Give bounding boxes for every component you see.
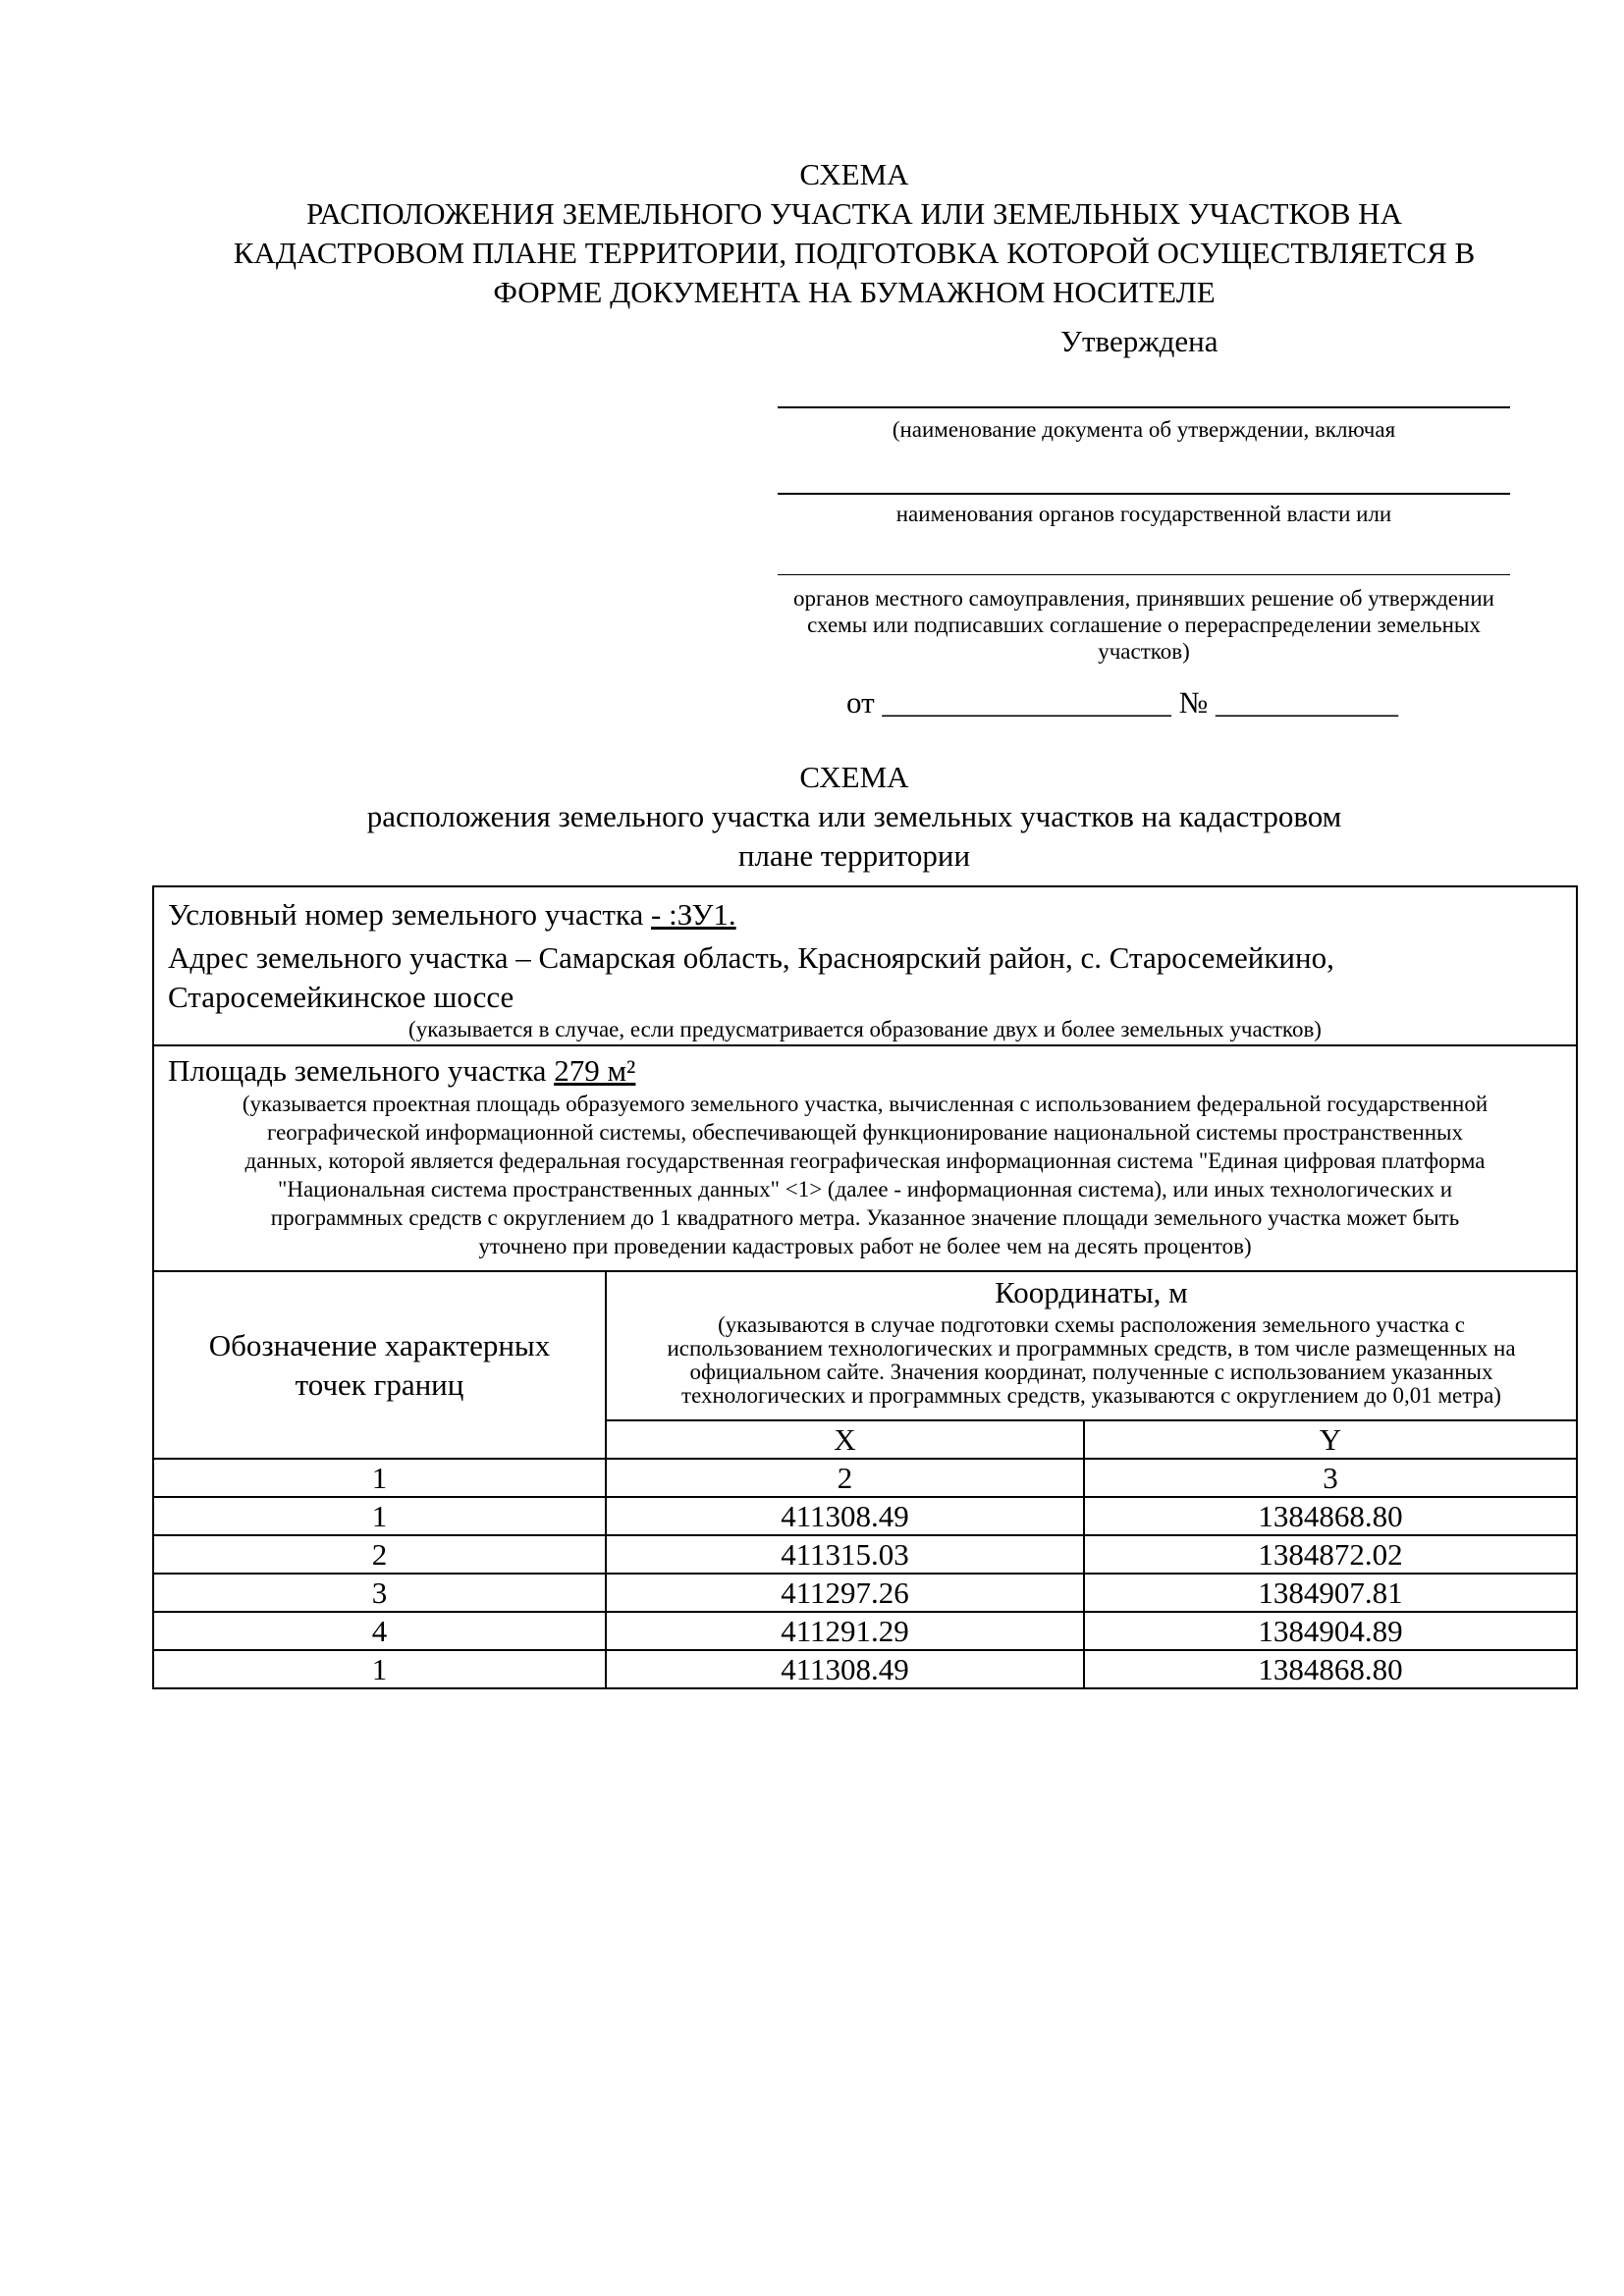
point-cell: 4: [153, 1612, 606, 1650]
table-row: [153, 1535, 1577, 1574]
parcel-area-label: Площадь земельного участка: [168, 1053, 547, 1088]
column-number-row: [153, 1459, 1577, 1497]
header-line: КАДАСТРОВОМ ПЛАНЕ ТЕРРИТОРИИ, ПОДГОТОВКА КОТОРОЙ ОСУЩЕСТВЛЯЕТСЯ В: [233, 236, 1476, 270]
area-note-line: программных средств с округлением до 1 квадратного метра. Указанное значение площади земельного участка может быть: [270, 1205, 1460, 1230]
scheme-title-line: СХЕМА: [799, 760, 909, 794]
parcel-area: [168, 1052, 1562, 1090]
scheme-title: [0, 758, 1624, 876]
area-note-line: географической информационной системы, обеспечивающей функционирование национальной системы пространственных: [266, 1120, 1464, 1145]
coords-note-line: официальном сайте. Значения координат, полученные с использованием указанных: [689, 1360, 1493, 1384]
area-note-line: данных, которой является федеральная государственная географическая информационная система "Единая цифровая платформа: [244, 1148, 1486, 1173]
scheme-title-line: плане территории: [737, 838, 971, 873]
parcel-info-row: [153, 886, 1577, 1045]
header-line: ФОРМЕ ДОКУМЕНТА НА БУМАЖНОМ НОСИТЕЛЕ: [493, 275, 1216, 309]
area-note-line: уточнено при проведении кадастровых работ не более чем на десять процентов): [478, 1234, 1252, 1258]
parcel-number: [168, 895, 1562, 934]
caption-line: органов местного самоуправления, принявших решение об утверждении: [793, 586, 1494, 611]
parcel-table: [152, 885, 1578, 1689]
x-header: X: [606, 1420, 1084, 1459]
points-header-line: Обозначение характерных: [208, 1327, 551, 1362]
caption-line: участков): [1098, 639, 1190, 664]
coords-header-title: Координаты, м: [995, 1275, 1188, 1309]
approval-blank-line: [778, 493, 1510, 495]
coords-note-line: использованием технологических и программных средств, в том числе размещенных на: [667, 1336, 1516, 1361]
y-header: Y: [1084, 1420, 1577, 1459]
parcel-area-cell: [153, 1045, 1577, 1271]
y-cell: 1384872.02: [1084, 1535, 1577, 1574]
coords-header-note: [607, 1313, 1576, 1412]
area-note-line: "Национальная система пространственных данных" <1> (далее - информационная система), или иных технологических и: [277, 1177, 1453, 1201]
y-cell: 1384904.89: [1084, 1612, 1577, 1650]
x-cell: 411308.49: [606, 1497, 1084, 1535]
coords-header-row: [153, 1271, 1577, 1420]
x-cell: 411308.49: [606, 1650, 1084, 1688]
date-number-row: от ___________________ № ____________: [846, 685, 1398, 720]
header-line: СХЕМА: [799, 157, 909, 191]
point-cell: 2: [153, 1535, 606, 1574]
table-row: [153, 1612, 1577, 1650]
point-cell: 3: [153, 1574, 606, 1612]
parcel-address-line: Адрес земельного участка – Самарская область, Красноярский район, с. Старосемейкино,: [168, 940, 1334, 975]
caption-line: схемы или подписавших соглашение о перераспределении земельных: [807, 613, 1481, 637]
parcel-info-cell: [153, 886, 1577, 1045]
y-cell: 1384868.80: [1084, 1497, 1577, 1535]
approval-caption: (наименование документа об утверждении, включая: [892, 417, 1396, 442]
approval-blank-line: [778, 406, 1510, 408]
y-cell: 1384868.80: [1084, 1650, 1577, 1688]
parcel-address-line: Старосемейкинское шоссе: [168, 980, 514, 1014]
parcel-area-value: 279 м²: [554, 1053, 636, 1088]
parcel-area-row: [153, 1045, 1577, 1271]
approval-caption: [746, 585, 1542, 665]
coords-header: [606, 1271, 1577, 1420]
parcel-number-label: Условный номер земельного участка: [168, 897, 644, 932]
point-cell: 1: [153, 1497, 606, 1535]
document-header: [0, 155, 1624, 312]
table-row: [153, 1650, 1577, 1688]
approval-caption: наименования органов государственной власти или: [895, 502, 1392, 526]
points-header-line: точек границ: [295, 1366, 464, 1402]
parcel-number-value: - :ЗУ1.: [651, 897, 736, 932]
x-cell: 411315.03: [606, 1535, 1084, 1574]
approved-label: Утверждена: [1060, 324, 1218, 358]
coords-note-line: технологических и программных средств, указываются с округлением до 0,01 метра): [681, 1383, 1501, 1408]
header-line: РАСПОЛОЖЕНИЯ ЗЕМЕЛЬНОГО УЧАСТКА ИЛИ ЗЕМЕЛЬНЫХ УЧАСТКОВ НА: [306, 196, 1402, 231]
x-cell: 411291.29: [606, 1612, 1084, 1650]
column-number: 2: [606, 1459, 1084, 1497]
y-cell: 1384907.81: [1084, 1574, 1577, 1612]
coords-note-line: (указываются в случае подготовки схемы расположения земельного участка с: [718, 1312, 1465, 1337]
table-row: [153, 1497, 1577, 1535]
column-number: 1: [153, 1459, 606, 1497]
scheme-title-line: расположения земельного участка или земельных участков на кадастровом: [366, 799, 1342, 833]
point-cell: 1: [153, 1650, 606, 1688]
parcel-area-note: [168, 1090, 1562, 1260]
column-number: 3: [1084, 1459, 1577, 1497]
approval-blank-line: [778, 574, 1510, 575]
x-cell: 411297.26: [606, 1574, 1084, 1612]
points-header: [153, 1271, 606, 1459]
parcel-note: (указывается в случае, если предусматривается образование двух и более земельных участков): [408, 1017, 1322, 1041]
area-note-line: (указывается проектная площадь образуемого земельного участка, вычисленная с использованием федеральной государственной: [242, 1092, 1489, 1116]
table-row: [153, 1574, 1577, 1612]
